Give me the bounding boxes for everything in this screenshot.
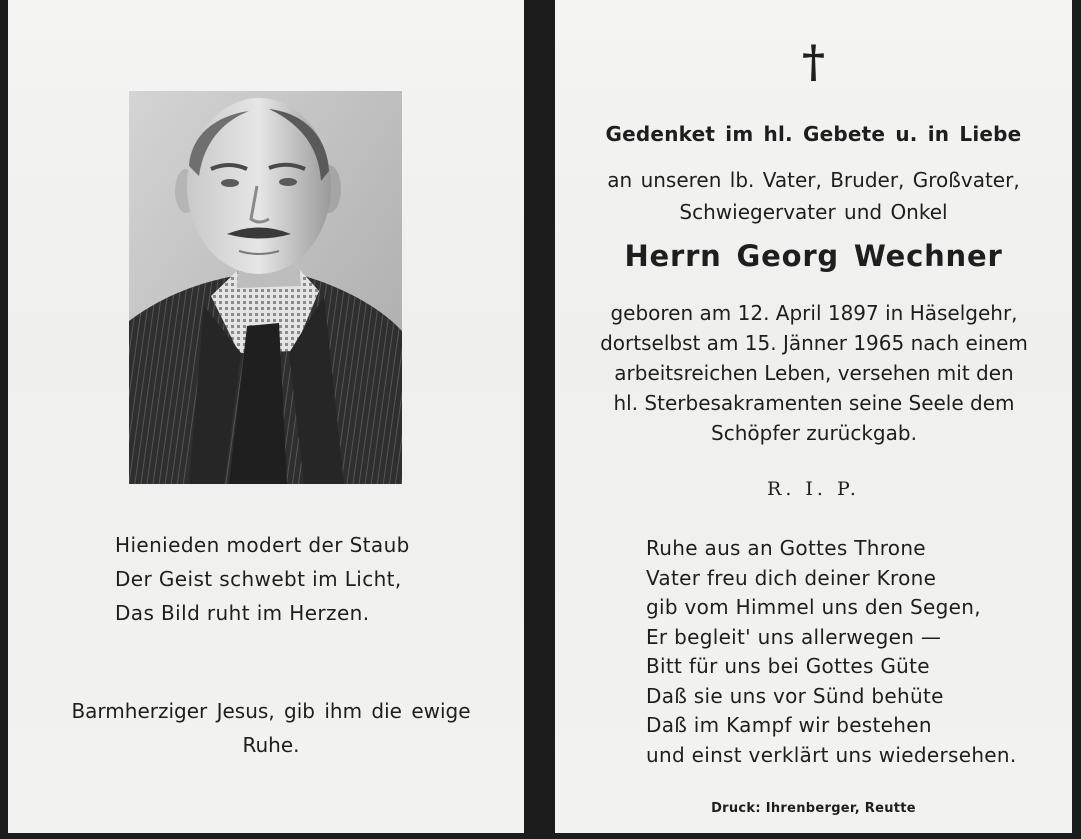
poem-line: Der Geist schwebt im Licht, [115, 567, 402, 591]
bio-line: arbeitsreichen Leben, versehen mit den [614, 361, 1014, 385]
printer-credit: Druck: Ihrenberger, Reutte [711, 801, 916, 816]
right-card-panel [555, 0, 1072, 833]
relation-line: Schwiegervater und Onkel [679, 200, 948, 224]
bio-line: hl. Sterbesakramenten seine Seele dem [613, 391, 1015, 415]
prayer-text [46, 694, 496, 762]
poem-line: und einst verklärt uns wiedersehen. [646, 742, 1017, 767]
poem-line: gib vom Himmel uns den Segen, [646, 595, 981, 619]
poem-line: Daß im Kampf wir bestehen [646, 713, 932, 737]
poem-line: Bitt für uns bei Gottes Güte [646, 654, 930, 678]
portrait-photo [129, 91, 402, 484]
epitaph-poem [115, 528, 410, 630]
poem-line: Er begleit' uns allerwegen — [646, 624, 942, 649]
left-card-panel [8, 0, 524, 833]
bio-line: Schöpfer zurückgab. [711, 421, 917, 445]
bio-line: dortselbst am 15. Jänner 1965 nach einem [600, 331, 1028, 355]
poem-line: Hienieden modert der Staub [115, 533, 410, 557]
poem-line: Daß sie uns vor Sünd behüte [646, 683, 944, 708]
memorial-heading: Gedenket im hl. Gebete u. in Liebe [605, 122, 1022, 146]
rip-mark: R. I. P. [767, 478, 860, 500]
cross-icon: † [801, 37, 825, 88]
poem-line: Ruhe aus an Gottes Throne [646, 536, 926, 560]
portrait-image [129, 91, 402, 484]
relation-line: an unseren lb. Vater, Bruder, Großvater, [607, 168, 1020, 192]
memorial-poem [646, 534, 1017, 770]
biography-text [600, 298, 1028, 448]
prayer-line: Ruhe. [242, 733, 300, 757]
poem-line: Das Bild ruht im Herzen. [115, 601, 370, 625]
bio-line: geboren am 12. April 1897 in Häselgehr, [610, 301, 1018, 325]
poem-line: Vater freu dich deiner Krone [646, 565, 937, 590]
deceased-name: Herrn Georg Wechner [624, 239, 1003, 273]
relation-text [555, 164, 1072, 228]
prayer-line: Barmherziger Jesus, gib ihm die ewige [71, 699, 471, 723]
